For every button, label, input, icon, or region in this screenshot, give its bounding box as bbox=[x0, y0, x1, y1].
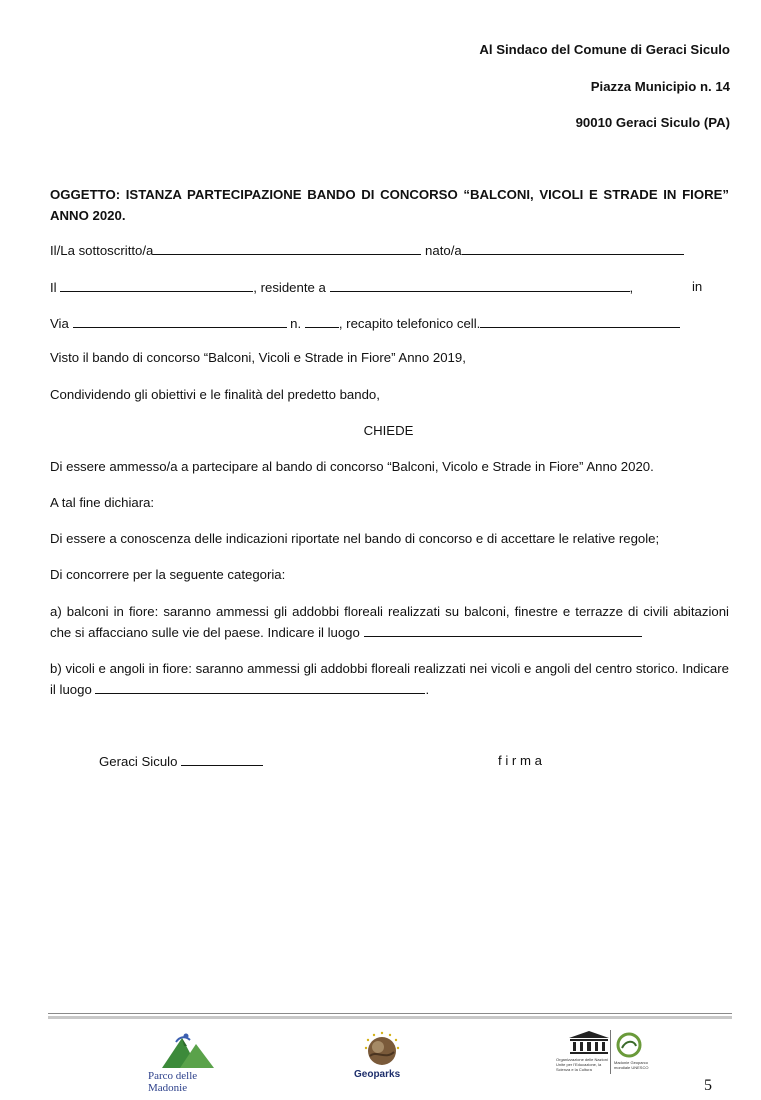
footer-divider-shadow bbox=[48, 1016, 732, 1019]
category-b-end: . bbox=[425, 682, 430, 697]
geoparks-label: Geoparks bbox=[354, 1069, 401, 1080]
unesco-temple-icon bbox=[564, 1030, 614, 1055]
phone-field[interactable] bbox=[480, 315, 680, 328]
label-n: n. bbox=[290, 316, 302, 331]
recipient-line-1: Al Sindaco del Comune di Geraci Siculo bbox=[479, 42, 730, 57]
madonie-geopark-icon bbox=[614, 1030, 644, 1060]
category-a-text: a) balconi in fiore: saranno ammessi gli addobbi floreali realizzati su balconi, finestre e terrazze di civili abitazioni che si affacciano sulle vie del paese. Indicare il luogo bbox=[50, 604, 729, 640]
geoparks-logo bbox=[352, 1030, 412, 1085]
dichiara-paragraph: A tal fine dichiara: bbox=[50, 495, 155, 510]
recipient-line-2: Piazza Municipio n. 14 bbox=[590, 79, 730, 94]
street-field[interactable] bbox=[73, 315, 287, 328]
date-field[interactable] bbox=[181, 753, 263, 766]
subject: OGGETTO: ISTANZA PARTECIPAZIONE BANDO DI CONCORSO “BALCONI, VICOLI E STRADE IN FIORE” ANNO 2020. bbox=[50, 187, 729, 223]
ammesso-paragraph: Di essere ammesso/a a partecipare al bando di concorso “Balconi, Vicolo e Strade in Fiore” Anno 2020. bbox=[50, 459, 654, 474]
form-row-name bbox=[50, 242, 684, 258]
category-b-location-field[interactable] bbox=[95, 681, 425, 694]
firma-label: f i r m a bbox=[498, 753, 542, 768]
madonie-geopark-text: Madonie Geoparco mondiale UNESCO bbox=[614, 1060, 649, 1070]
label-nato: nato/a bbox=[425, 243, 462, 258]
unesco-divider bbox=[610, 1030, 611, 1074]
category-a-location-field[interactable] bbox=[364, 624, 642, 637]
label-recapito: , recapito telefonico cell. bbox=[338, 316, 481, 331]
place-label: Geraci Siculo bbox=[99, 754, 178, 769]
comma: , bbox=[629, 280, 634, 295]
category-b-text: b) vicoli e angoli in fiore: saranno ammessi gli addobbi floreali realizzati nei vicoli e angoli del centro storico. Indicare il luogo bbox=[50, 661, 729, 697]
label-via: Via bbox=[50, 316, 69, 331]
birthdate-field[interactable] bbox=[60, 279, 253, 292]
mountain-icon bbox=[140, 1030, 235, 1070]
page-number: 5 bbox=[704, 1077, 712, 1094]
category-a-paragraph bbox=[50, 601, 729, 643]
birthplace-field[interactable] bbox=[462, 242, 684, 255]
signature-place bbox=[99, 753, 263, 769]
footer-divider bbox=[48, 1013, 732, 1014]
label-il: Il bbox=[50, 280, 57, 295]
condividendo-paragraph: Condividendo gli obiettivi e le finalità del predetto bando, bbox=[50, 387, 380, 402]
parco-madonie-logo bbox=[140, 1030, 235, 1094]
geoparks-globe-icon bbox=[352, 1030, 412, 1070]
name-field[interactable] bbox=[153, 242, 421, 255]
concorrere-paragraph: Di concorrere per la seguente categoria: bbox=[50, 567, 286, 582]
form-row-address bbox=[50, 315, 680, 331]
label-in: in bbox=[692, 279, 703, 294]
residence-field[interactable] bbox=[330, 279, 630, 292]
parco-madonie-label: Parco delle Madonie bbox=[148, 1070, 198, 1094]
unesco-logo bbox=[556, 1030, 666, 1080]
chiede-heading: CHIEDE bbox=[363, 423, 414, 438]
conoscenza-paragraph: Di essere a conoscenza delle indicazioni riportate nel bando di concorso e di accettare le relative regole; bbox=[50, 531, 660, 546]
category-b-paragraph bbox=[50, 658, 729, 700]
unesco-text: Organizzazione delle Nazioni Unite per l'Educazione, la Scienza e la Cultura bbox=[556, 1057, 608, 1072]
form-row-residence bbox=[50, 279, 633, 295]
recipient-line-3: 90010 Geraci Siculo (PA) bbox=[575, 115, 730, 130]
visto-paragraph: Visto il bando di concorso “Balconi, Vicoli e Strade in Fiore” Anno 2019, bbox=[50, 350, 466, 365]
label-sottoscritto: Il/La sottoscritto/a bbox=[50, 243, 154, 258]
label-residente: , residente a bbox=[253, 280, 326, 295]
house-number-field[interactable] bbox=[305, 315, 339, 328]
